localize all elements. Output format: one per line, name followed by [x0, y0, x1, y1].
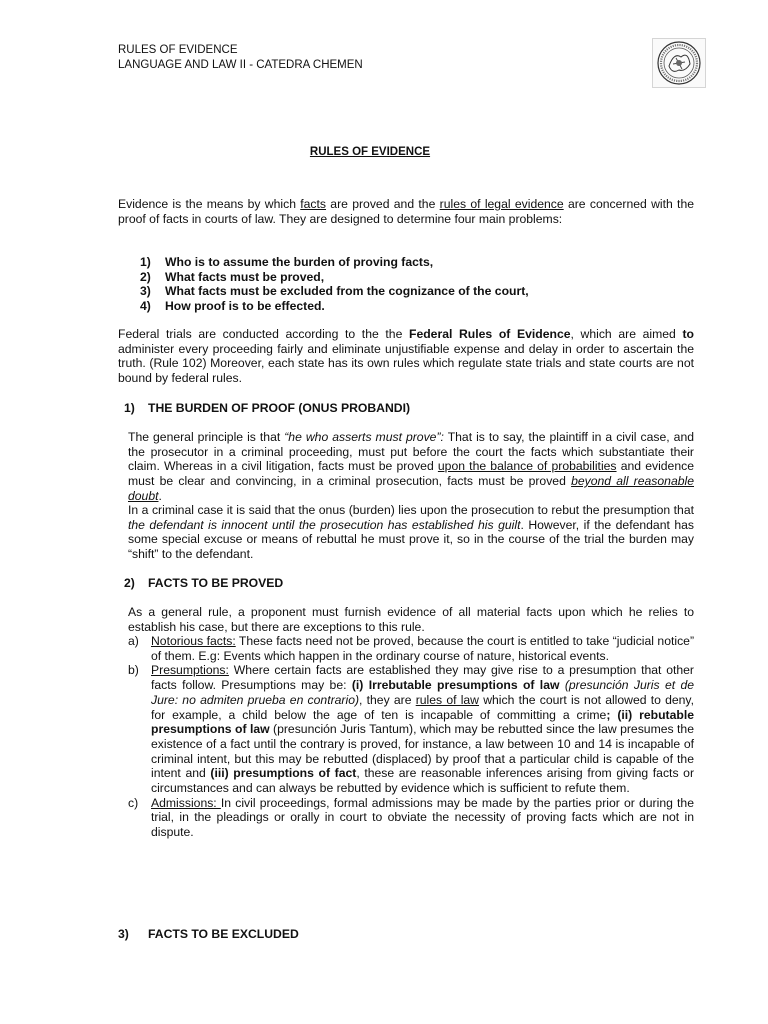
- header-line-1: RULES OF EVIDENCE: [118, 44, 238, 56]
- document-header: [118, 43, 363, 72]
- facts-intro-paragraph: As a general rule, a proponent must furnish evidence of all material facts upon which he relies to establish his case, but there are exceptions to this rule.: [128, 605, 694, 634]
- section-heading-facts-to-be-proved: 2) FACTS TO BE PROVED: [124, 576, 284, 590]
- list-item: 3) What facts must be excluded from the cognizance of the court,: [140, 284, 529, 299]
- burden-paragraph-1: The general principle is that “he who asserts must prove”: That is to say, the plaintiff in a civil case, and the prosecutor in a criminal proceeding, must put before the court the facts which substantiate their claim. Whereas in a civil litigation, facts must be proved upon the balance of probabilities and evidence must be clear and convincing, in a criminal prosecution, facts must be proved beyond all reasonable doubt.: [128, 430, 695, 503]
- section-heading-facts-to-be-excluded: 3) FACTS TO BE EXCLUDED: [118, 927, 299, 941]
- list-item: b) Presumptions: Where certain facts are established they may give rise to a presumption that other facts follow. Presumptions may be: (i) Irrebutable presumptions of law (presunción Juris et de Jure: no admiten prueba en contrario), they are rules of law which the court is not allowed to deny, for example, a child below the age of ten is incapable of committing a crime; (ii) rebutable presumptions of law (presunción Juris Tantum), which may be rebutted since the law presumes the existence of a fact until the contrary is proved, for instance, a law between 10 and 14 is incapable of criminal intent, but this may be rebutted (displaced) by proof that a particular child is capable of the intent and (iii) presumptions of fact, these are reasonable inferences arising from giving facts or circumstances and can always be rebutted by evidence which is sufficient to refute them.: [128, 663, 695, 796]
- header-line-2: LANGUAGE AND LAW II - CATEDRA CHEMEN: [118, 58, 363, 71]
- list-item: 2) What facts must be proved,: [140, 269, 325, 284]
- problems-list: [140, 255, 529, 314]
- list-item: 4) How proof is to be effected.: [140, 299, 325, 314]
- exceptions-list: [128, 634, 694, 840]
- federal-rules-paragraph: Federal trials are conducted according to the the Federal Rules of Evidence, which are aimed to administer every proceeding fairly and eliminate unjustifiable expense and delay in order to ascertain the truth. (Rule 102) Moreover, each state has its own rules which regulate state trials and state courts are not bound by federal rules.: [118, 327, 694, 386]
- burden-paragraph-2: In a criminal case it is said that the onus (burden) lies upon the prosecution to rebut the presumption that the defendant is innocent until the prosecution has established his guilt. However, if the defendant has some special excuse or means of rebuttal he must prove it, so in the course of the trial the burden may “shift” to the defendant.: [128, 503, 694, 562]
- university-seal-icon: [652, 38, 706, 88]
- list-item: c) Admissions: In civil proceedings, formal admissions may be made by the parties prior or during the trial, in the pleadings or orally in court to obviate the necessity of proving facts which are not in dispute.: [128, 795, 694, 840]
- page-title: RULES OF EVIDENCE: [309, 146, 431, 158]
- list-item: a) Notorious facts: These facts need not be proved, because the court is entitled to take “judicial notice” of them. E.g: Events which happen in the ordinary course of nature, historical events.: [128, 634, 695, 663]
- intro-paragraph: Evidence is the means by which facts are proved and the rules of legal evidence are concerned with the proof of facts in courts of law. They are designed to determine four main problems:: [118, 197, 694, 226]
- section-heading-burden-of-proof: 1) THE BURDEN OF PROOF (ONUS PROBANDI): [124, 401, 411, 415]
- list-item: 1) Who is to assume the burden of proving facts,: [140, 255, 434, 269]
